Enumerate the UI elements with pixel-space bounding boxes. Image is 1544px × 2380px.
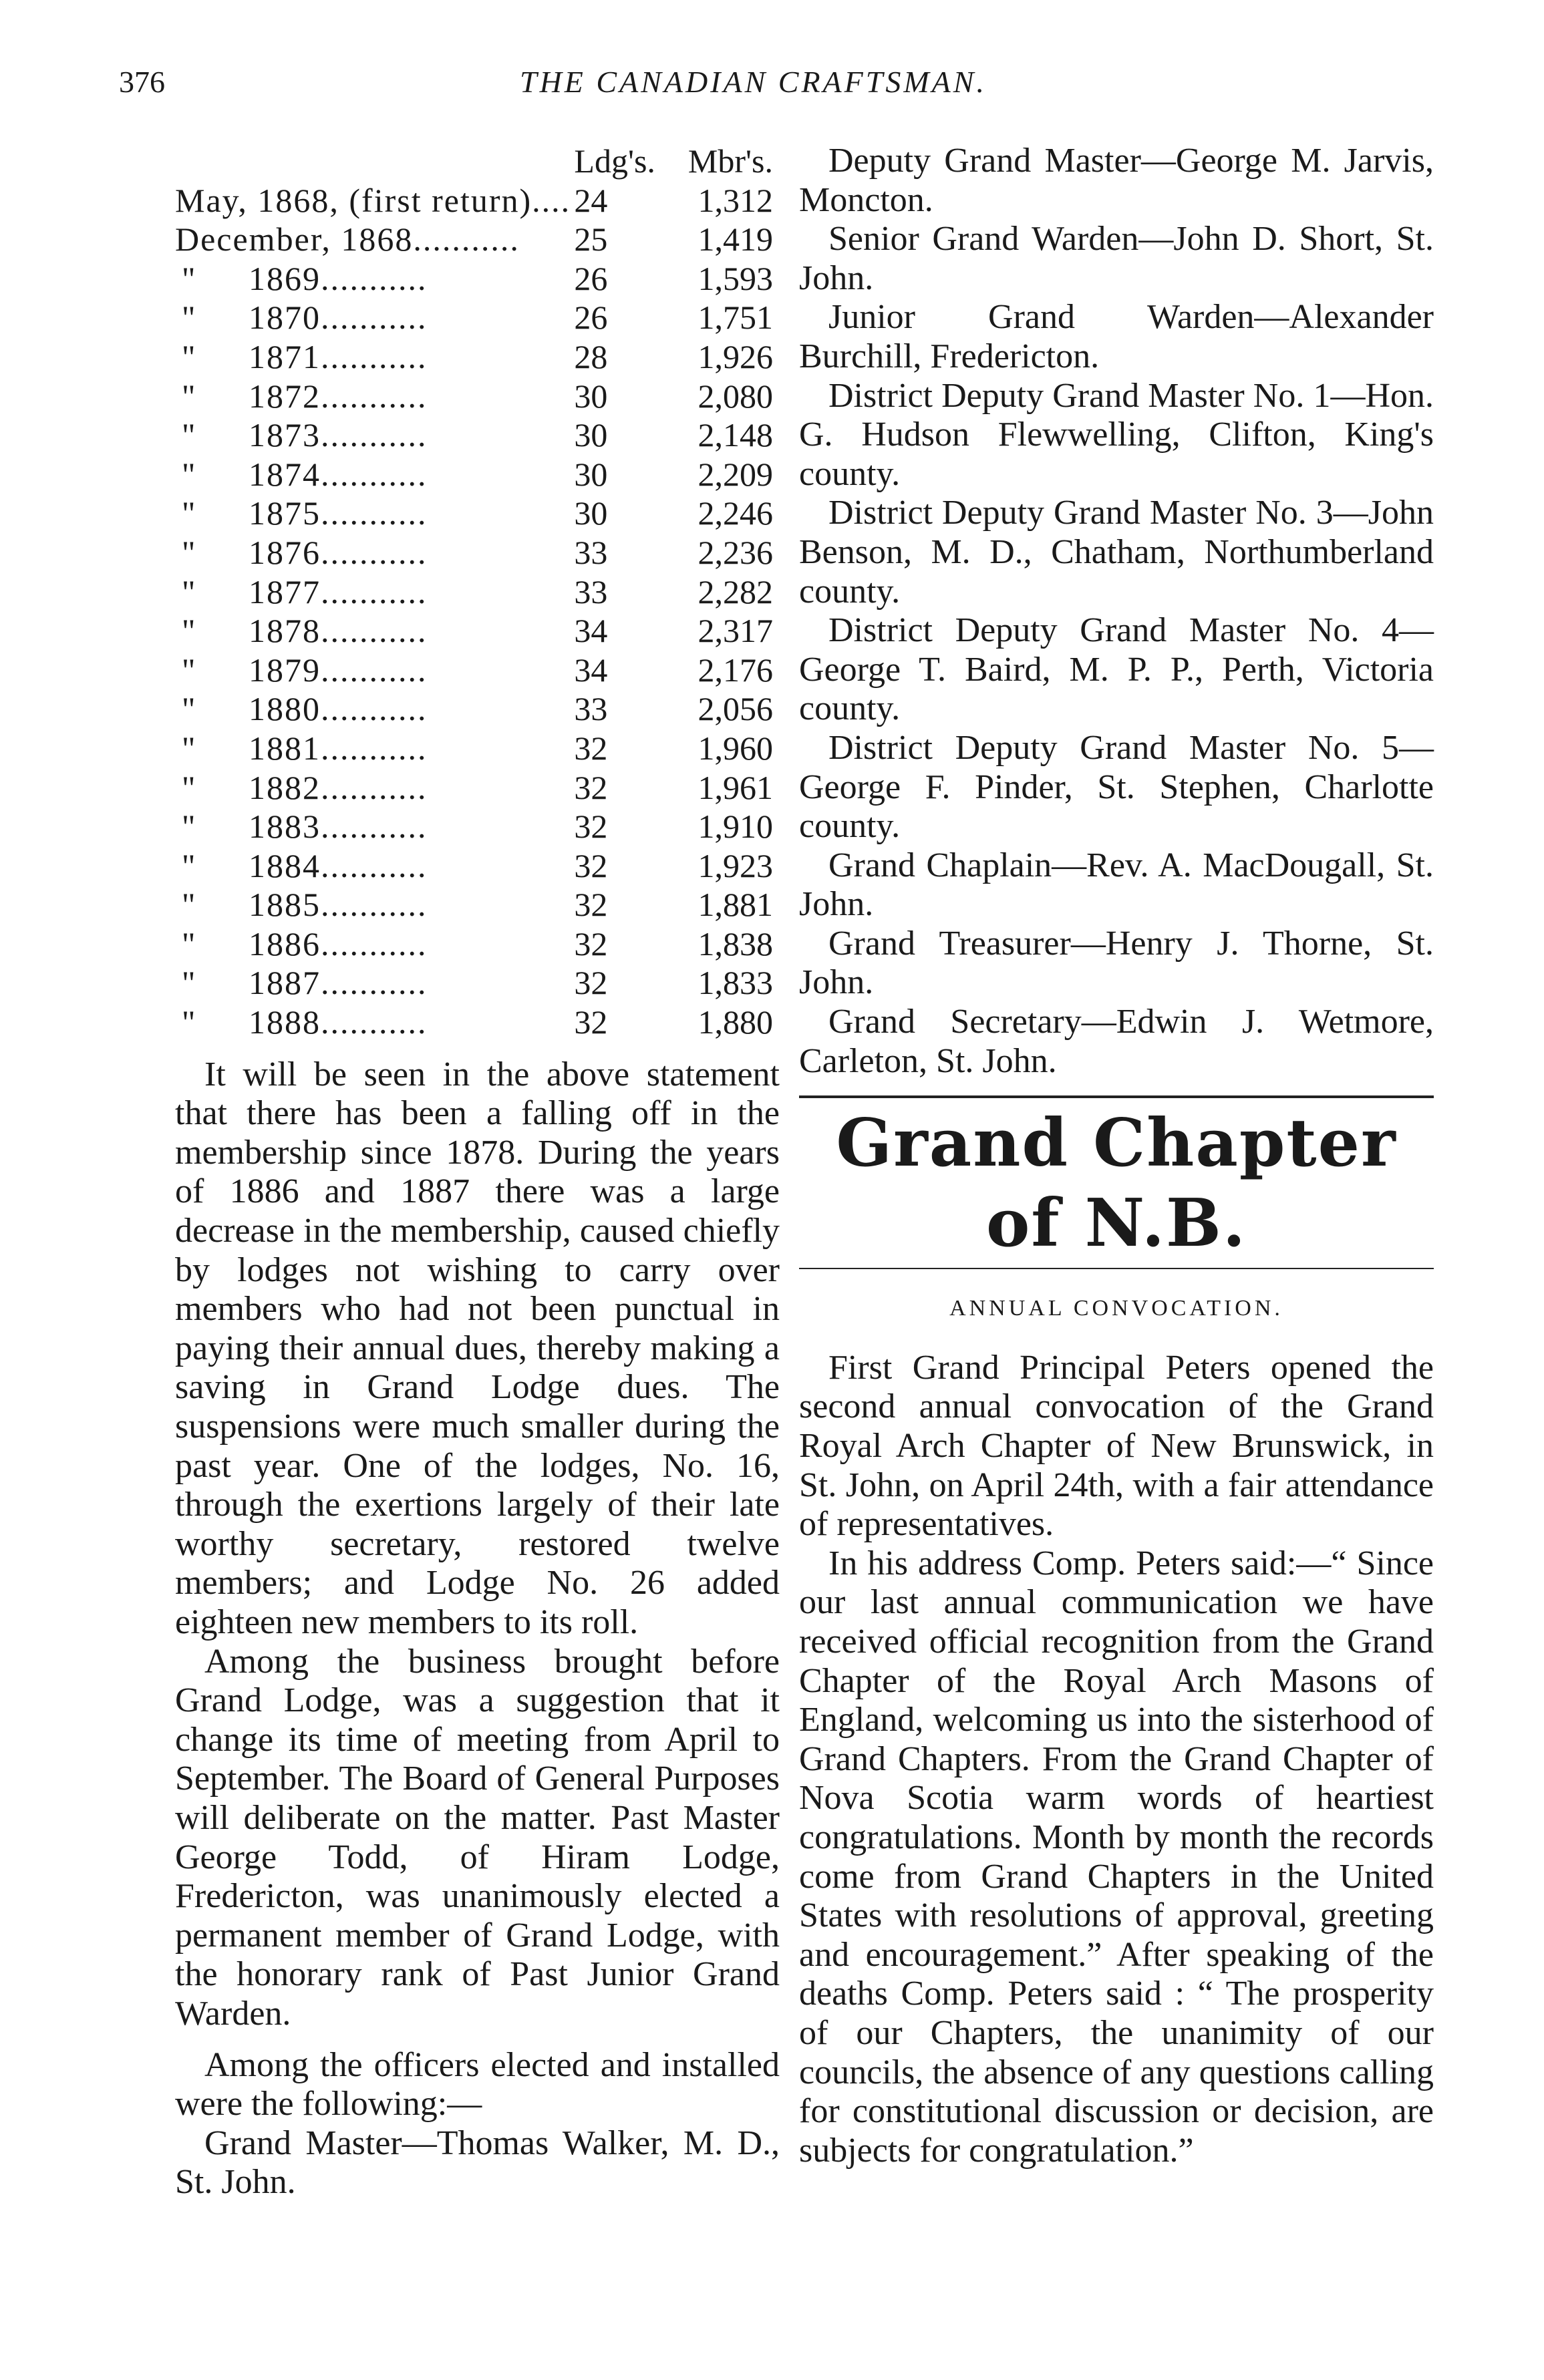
table-row xyxy=(175,807,773,846)
table-row xyxy=(175,494,773,533)
row-period: 1886........... xyxy=(249,924,428,963)
ditto-mark: " xyxy=(182,299,196,337)
running-title: THE CANADIAN CRAFTSMAN. xyxy=(520,65,987,99)
ditto-mark: " xyxy=(182,846,196,884)
row-members: 1,910 xyxy=(698,808,773,846)
row-period: 1870........... xyxy=(249,299,428,337)
table-row xyxy=(175,729,773,768)
table-row xyxy=(175,924,773,964)
row-lodges: 32 xyxy=(574,846,608,884)
row-lodges: 32 xyxy=(574,924,608,963)
row-members: 2,246 xyxy=(698,494,773,532)
row-lodges: 32 xyxy=(574,886,608,924)
officer-entry: Grand Treasurer—Henry J. Thorne, St. John. xyxy=(799,924,1434,1002)
row-lodges: 32 xyxy=(574,729,608,767)
paragraph-convocation: First Grand Principal Peters opened the second annual convocation of the Grand Royal Arch Chapter of New Brunswick, in St. John, on April 24th, with a fair attendance of representatives. xyxy=(799,1348,1434,1544)
officers-list xyxy=(799,142,1434,1081)
table-row xyxy=(175,846,773,886)
section-title: Grand Chapter of N.B. xyxy=(836,1105,1397,1262)
officer-entry: Junior Grand Warden—Alexander Burchill, Fredericton. xyxy=(799,298,1434,375)
ditto-mark: " xyxy=(182,690,196,728)
row-lodges: 34 xyxy=(574,651,608,689)
officer-entry: District Deputy Grand Master No. 3—John Benson, M. D., Chatham, Northumberland county. xyxy=(799,494,1434,611)
ditto-mark: " xyxy=(182,455,196,493)
row-lodges: 26 xyxy=(574,299,608,337)
ditto-mark: " xyxy=(182,377,196,415)
officer-entry: Deputy Grand Master—George M. Jarvis, Moncton. xyxy=(799,142,1434,219)
row-lodges: 30 xyxy=(574,494,608,532)
table-header-row xyxy=(175,142,773,181)
row-period: 1885........... xyxy=(249,886,428,924)
row-members: 1,593 xyxy=(698,259,773,297)
paragraph-business: Among the business brought before Grand Lodge, was a suggestion that it change its time of meeting from April to September. The Board of General Purposes will deliberate on the matter. Past Master George Todd, of Hiram Lodge, Fredericton, was unanimously elected a permanent member of Grand Lodge, with the honorary rank of Past Junior Grand Warden. xyxy=(175,1642,780,2033)
row-period: May, 1868, (first return).... xyxy=(175,181,571,219)
row-lodges: 32 xyxy=(574,964,608,1002)
ditto-mark: " xyxy=(182,259,196,297)
row-members: 1,923 xyxy=(698,846,773,884)
table-row xyxy=(175,298,773,337)
table-row xyxy=(175,689,773,729)
row-members: 1,838 xyxy=(698,924,773,963)
row-period: 1872........... xyxy=(249,377,428,415)
row-period: 1887........... xyxy=(249,964,428,1002)
row-period: 1871........... xyxy=(249,337,428,375)
ditto-mark: " xyxy=(182,651,196,689)
table-row xyxy=(175,1003,773,1042)
row-members: 1,881 xyxy=(698,886,773,924)
ditto-mark: " xyxy=(182,768,196,806)
section-rule-bottom xyxy=(799,1268,1434,1269)
row-period: 1883........... xyxy=(249,808,428,846)
table-row xyxy=(175,415,773,455)
col-lodges-header: Ldg's. xyxy=(574,142,655,180)
row-lodges: 33 xyxy=(574,572,608,611)
ditto-mark: " xyxy=(182,924,196,963)
row-members: 1,419 xyxy=(698,220,773,259)
row-members: 1,751 xyxy=(698,299,773,337)
row-members: 2,282 xyxy=(698,572,773,611)
row-period: 1888........... xyxy=(249,1003,428,1041)
row-period: 1877........... xyxy=(249,572,428,611)
row-lodges: 33 xyxy=(574,690,608,728)
ditto-mark: " xyxy=(182,337,196,375)
section-rule-top xyxy=(799,1095,1434,1098)
row-lodges: 30 xyxy=(574,377,608,415)
row-lodges: 32 xyxy=(574,1003,608,1041)
row-period: 1875........... xyxy=(249,494,428,532)
row-period: 1873........... xyxy=(249,416,428,454)
row-period: 1874........... xyxy=(249,455,428,493)
paragraph-officers-intro: Among the officers elected and installed were the following:— xyxy=(175,2045,780,2123)
row-lodges: 33 xyxy=(574,533,608,571)
row-members: 2,148 xyxy=(698,416,773,454)
table-body xyxy=(175,181,773,1042)
table-row xyxy=(175,963,773,1003)
row-period: 1878........... xyxy=(249,612,428,650)
table-row xyxy=(175,533,773,572)
row-period: 1884........... xyxy=(249,846,428,884)
table-row xyxy=(175,181,773,220)
officer-entry: Grand Chaplain—Rev. A. MacDougall, St. John. xyxy=(799,846,1434,924)
row-period: 1876........... xyxy=(249,533,428,571)
row-period: 1880........... xyxy=(249,690,428,728)
row-members: 1,312 xyxy=(698,181,773,219)
table-row xyxy=(175,572,773,612)
row-lodges: 30 xyxy=(574,416,608,454)
ditto-mark: " xyxy=(182,1003,196,1041)
row-members: 1,880 xyxy=(698,1003,773,1041)
col-members-header: Mbr's. xyxy=(687,142,773,180)
row-lodges: 25 xyxy=(574,220,608,259)
officer-entry: District Deputy Grand Master No. 5—George F. Pinder, St. Stephen, Charlotte county. xyxy=(799,728,1434,846)
membership-table xyxy=(175,142,773,1042)
page-header xyxy=(119,64,1432,118)
table-row xyxy=(175,259,773,299)
paragraph-address: In his address Comp. Peters said:—“ Since our last annual communication we have received official recognition from the Grand Chapter of the Royal Arch Masons of England, welcoming us into the sisterhood of Grand Chapters. From the Grand Chapter of Nova Scotia warm words of heartiest congratulations. Month by month the records come from Grand Chapters in the United States with resolutions of approval, greeting and encouragement.” After speaking of the deaths Comp. Peters said : “ The prosperity of our Chapters, the unanimity of our councils, the absence of any questions calling for constitutional discussion or decision, are subjects for congratulation.” xyxy=(799,1544,1434,2170)
ditto-mark: " xyxy=(182,808,196,846)
table-row xyxy=(175,337,773,377)
row-period: 1881........... xyxy=(249,729,428,767)
row-members: 1,960 xyxy=(698,729,773,767)
page-number: 376 xyxy=(119,65,165,99)
table-row xyxy=(175,220,773,259)
row-members: 1,961 xyxy=(698,768,773,806)
row-members: 1,926 xyxy=(698,337,773,375)
row-period: 1879........... xyxy=(249,651,428,689)
table-row xyxy=(175,885,773,924)
row-members: 2,209 xyxy=(698,455,773,493)
ditto-mark: " xyxy=(182,533,196,571)
ditto-mark: " xyxy=(182,964,196,1002)
ditto-mark: " xyxy=(182,494,196,532)
row-lodges: 32 xyxy=(574,768,608,806)
row-lodges: 24 xyxy=(574,181,608,219)
row-lodges: 30 xyxy=(574,455,608,493)
ditto-mark: " xyxy=(182,612,196,650)
row-members: 1,833 xyxy=(698,964,773,1002)
table-row xyxy=(175,768,773,808)
row-lodges: 34 xyxy=(574,612,608,650)
row-members: 2,317 xyxy=(698,612,773,650)
left-column xyxy=(175,142,780,2202)
table-row xyxy=(175,611,773,651)
row-members: 2,236 xyxy=(698,533,773,571)
ditto-mark: " xyxy=(182,886,196,924)
ditto-mark: " xyxy=(182,416,196,454)
ditto-mark: " xyxy=(182,729,196,767)
row-members: 2,176 xyxy=(698,651,773,689)
section-subhead: ANNUAL CONVOCATION. xyxy=(949,1296,1283,1321)
row-members: 2,056 xyxy=(698,690,773,728)
officer-entry: District Deputy Grand Master No. 1—Hon. G. Hudson Flewwelling, Clifton, King's county. xyxy=(799,376,1434,493)
row-period: 1869........... xyxy=(249,259,428,297)
officer-entry: District Deputy Grand Master No. 4—George T. Baird, M. P. P., Perth, Victoria county. xyxy=(799,611,1434,728)
row-lodges: 26 xyxy=(574,259,608,297)
right-column xyxy=(799,142,1434,2170)
row-period: 1882........... xyxy=(249,768,428,806)
paragraph-membership: It will be seen in the above statement that there has been a falling off in the membership since 1878. During the years of 1886 and 1887 there was a large decrease in the membership, caused chiefly by lodges not wishing to carry over members who had not been punctual in paying their annual dues, thereby making a saving in Grand Lodge dues. The suspensions were much smaller during the past year. One of the lodges, No. 16, through the exertions largely of their late worthy secretary, restored twelve members; and Lodge No. 26 added eighteen new members to its roll. xyxy=(175,1055,780,1641)
officer-entry: Senior Grand Warden—John D. Short, St. John. xyxy=(799,220,1434,297)
row-period: December, 1868........... xyxy=(175,220,520,259)
table-row xyxy=(175,455,773,494)
ditto-mark: " xyxy=(182,572,196,611)
row-lodges: 32 xyxy=(574,808,608,846)
table-row xyxy=(175,377,773,416)
paragraph-grand-master: Grand Master—Thomas Walker, M. D., St. John. xyxy=(175,2123,780,2202)
officer-entry: Grand Secretary—Edwin J. Wetmore, Carleton, St. John. xyxy=(799,1003,1434,1080)
row-lodges: 28 xyxy=(574,337,608,375)
row-members: 2,080 xyxy=(698,377,773,415)
table-row xyxy=(175,651,773,690)
